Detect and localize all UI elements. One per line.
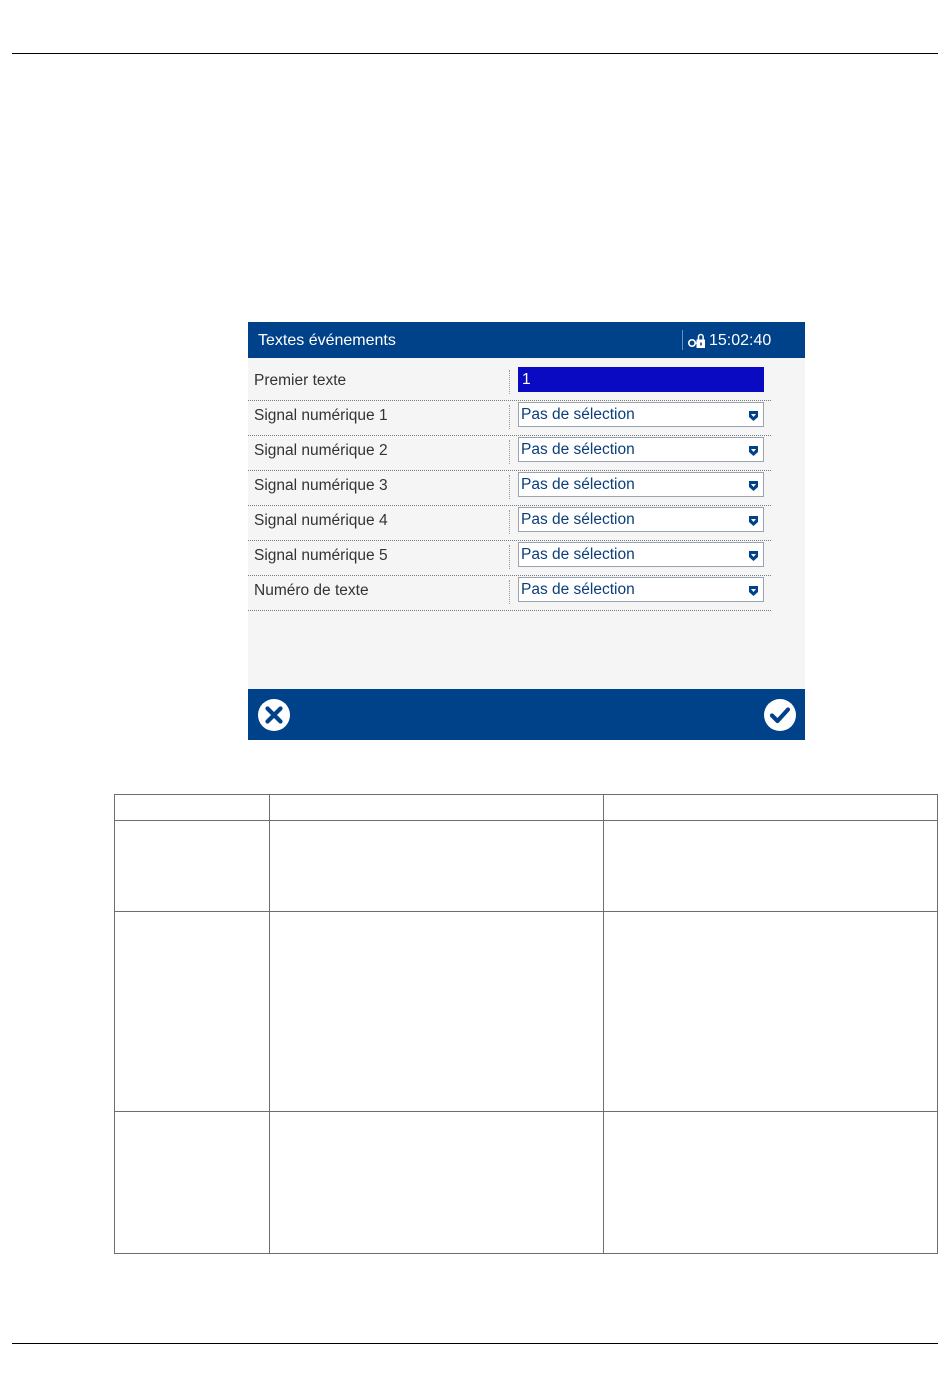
row-numero-de-texte xyxy=(248,575,771,611)
table-cell xyxy=(115,795,270,821)
footer-bar xyxy=(248,689,805,740)
cancel-button[interactable] xyxy=(257,698,291,732)
table-cell xyxy=(115,912,270,1112)
table-cell xyxy=(604,912,938,1112)
table-cell xyxy=(270,912,604,1112)
row-premier-texte xyxy=(248,365,771,401)
row-label: Premier texte xyxy=(254,372,347,389)
field-value: Pas de sélection xyxy=(521,441,635,458)
lock-icon xyxy=(688,332,706,349)
field-value: Pas de sélection xyxy=(521,546,635,563)
column-separator xyxy=(509,370,511,394)
row-signal-numerique-2 xyxy=(248,435,771,471)
row-label: Signal numérique 2 xyxy=(254,442,388,459)
row-label: Signal numérique 5 xyxy=(254,547,388,564)
row-label: Signal numérique 1 xyxy=(254,407,388,424)
field-value: Pas de sélection xyxy=(521,476,635,493)
column-separator xyxy=(509,405,511,429)
column-separator xyxy=(509,510,511,534)
table-cell xyxy=(604,795,938,821)
field-value: Pas de sélection xyxy=(521,581,635,598)
signal-numerique-1-select[interactable] xyxy=(518,402,764,427)
column-separator xyxy=(509,440,511,464)
title-bar xyxy=(248,322,805,358)
row-label: Signal numérique 3 xyxy=(254,477,388,494)
column-separator xyxy=(509,475,511,499)
signal-numerique-4-select[interactable] xyxy=(518,507,764,532)
table-cell xyxy=(115,821,270,912)
signal-numerique-3-select[interactable] xyxy=(518,472,764,497)
row-label: Signal numérique 4 xyxy=(254,512,388,529)
table-row xyxy=(115,1112,938,1254)
table-row xyxy=(115,912,938,1112)
numero-de-texte-select[interactable] xyxy=(518,577,764,602)
column-separator xyxy=(509,545,511,569)
confirm-button[interactable] xyxy=(763,698,797,732)
table-row xyxy=(115,821,938,912)
check-circle-icon xyxy=(763,698,797,732)
close-circle-icon xyxy=(257,698,291,732)
title-separator xyxy=(682,330,683,350)
signal-numerique-2-select[interactable] xyxy=(518,437,764,462)
row-signal-numerique-1 xyxy=(248,400,771,436)
premier-texte-input[interactable] xyxy=(518,367,764,392)
signal-numerique-5-select[interactable] xyxy=(518,542,764,567)
row-signal-numerique-4 xyxy=(248,505,771,541)
field-value: Pas de sélection xyxy=(521,406,635,423)
clock: 15:02:40 xyxy=(709,332,772,349)
row-label: Numéro de texte xyxy=(254,582,369,599)
table-cell xyxy=(604,1112,938,1254)
chevron-down-icon xyxy=(748,584,759,596)
page-header-rule xyxy=(12,53,938,54)
chevron-down-icon xyxy=(748,514,759,526)
column-separator xyxy=(509,580,511,604)
row-signal-numerique-3 xyxy=(248,470,771,506)
field-value: 1 xyxy=(522,371,531,388)
field-value: Pas de sélection xyxy=(521,511,635,528)
chevron-down-icon xyxy=(748,549,759,561)
chevron-down-icon xyxy=(748,409,759,421)
table-cell xyxy=(115,1112,270,1254)
chevron-down-icon xyxy=(748,444,759,456)
table-cell xyxy=(604,821,938,912)
table-header-row xyxy=(115,795,938,821)
screen-title: Textes événements xyxy=(258,332,396,349)
table-cell xyxy=(270,795,604,821)
parameter-table xyxy=(114,794,938,1254)
page-footer-rule xyxy=(12,1343,938,1344)
table-cell xyxy=(270,1112,604,1254)
chevron-down-icon xyxy=(748,479,759,491)
table-cell xyxy=(270,821,604,912)
row-signal-numerique-5 xyxy=(248,540,771,576)
device-screen xyxy=(248,322,805,740)
